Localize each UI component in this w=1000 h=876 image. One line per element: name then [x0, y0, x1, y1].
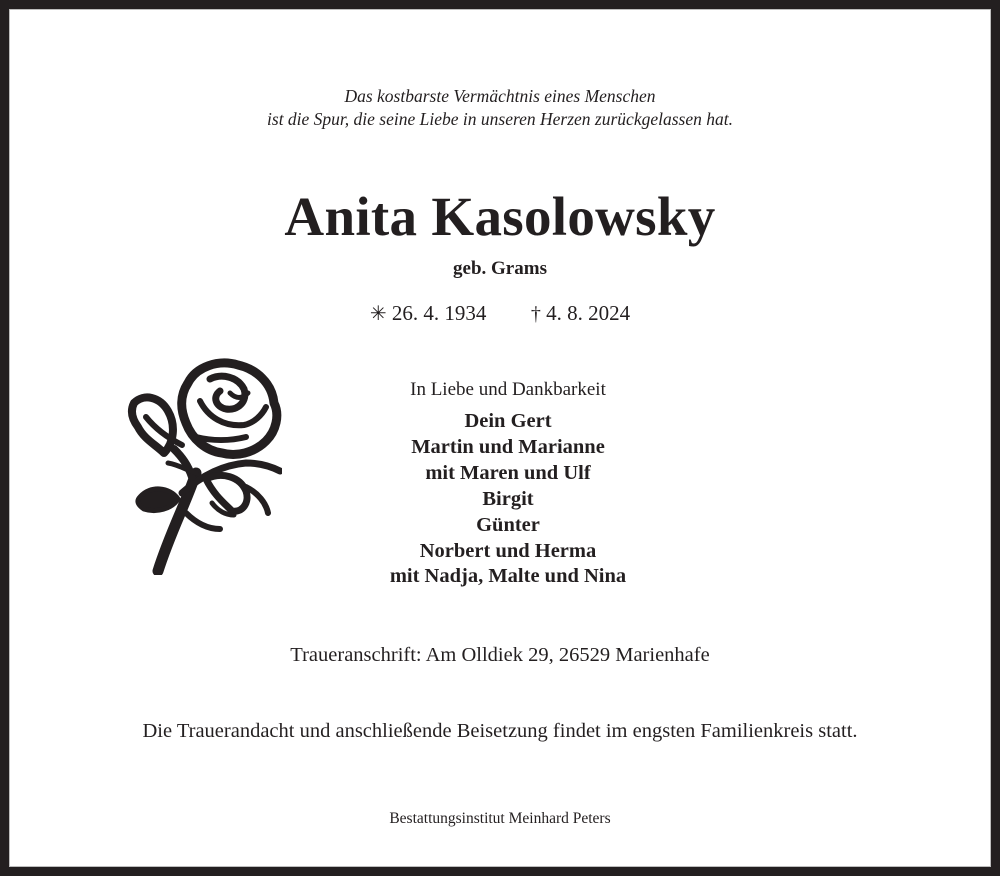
ceremony-note: Die Trauerandacht und anschließende Beisetzung findet im engsten Familienkreis statt.	[142, 720, 858, 742]
motto-line-1: Das kostbarste Vermächtnis eines Menschen	[344, 86, 656, 106]
rose-icon	[126, 353, 282, 575]
maiden-name: geb. Grams	[453, 258, 547, 279]
birth-star-icon: ✳	[369, 303, 387, 325]
motto-quote	[9, 85, 991, 131]
thanks-line: In Liebe und Dankbarkeit	[410, 379, 606, 400]
deceased-name: Anita Kasolowsky	[284, 186, 716, 247]
mourner-item: Birgit	[482, 487, 534, 510]
undertaker-name: Bestattungsinstitut Meinhard Peters	[389, 810, 611, 827]
death-date: 4. 8. 2024	[546, 301, 631, 325]
mourning-address: Traueranschrift: Am Olldiek 29, 26529 Marienhafe	[290, 644, 710, 666]
death-cross-icon: †	[530, 303, 541, 325]
life-dates	[9, 299, 991, 328]
mourner-item: Norbert und Herma	[419, 539, 597, 562]
mourner-item: mit Maren und Ulf	[425, 461, 591, 484]
obituary-notice	[9, 9, 991, 867]
mourner-item: Dein Gert	[464, 410, 552, 432]
birth-date: 26. 4. 1934	[391, 301, 487, 325]
mourner-item: Günter	[476, 513, 540, 536]
mourner-item: mit Nadja, Malte und Nina	[389, 565, 627, 588]
motto-line-2: ist die Spur, die seine Liebe in unseren Herzen zurückgelassen hat.	[267, 109, 733, 129]
mourners-list	[308, 409, 708, 590]
mourner-item: Martin und Marianne	[411, 435, 605, 458]
